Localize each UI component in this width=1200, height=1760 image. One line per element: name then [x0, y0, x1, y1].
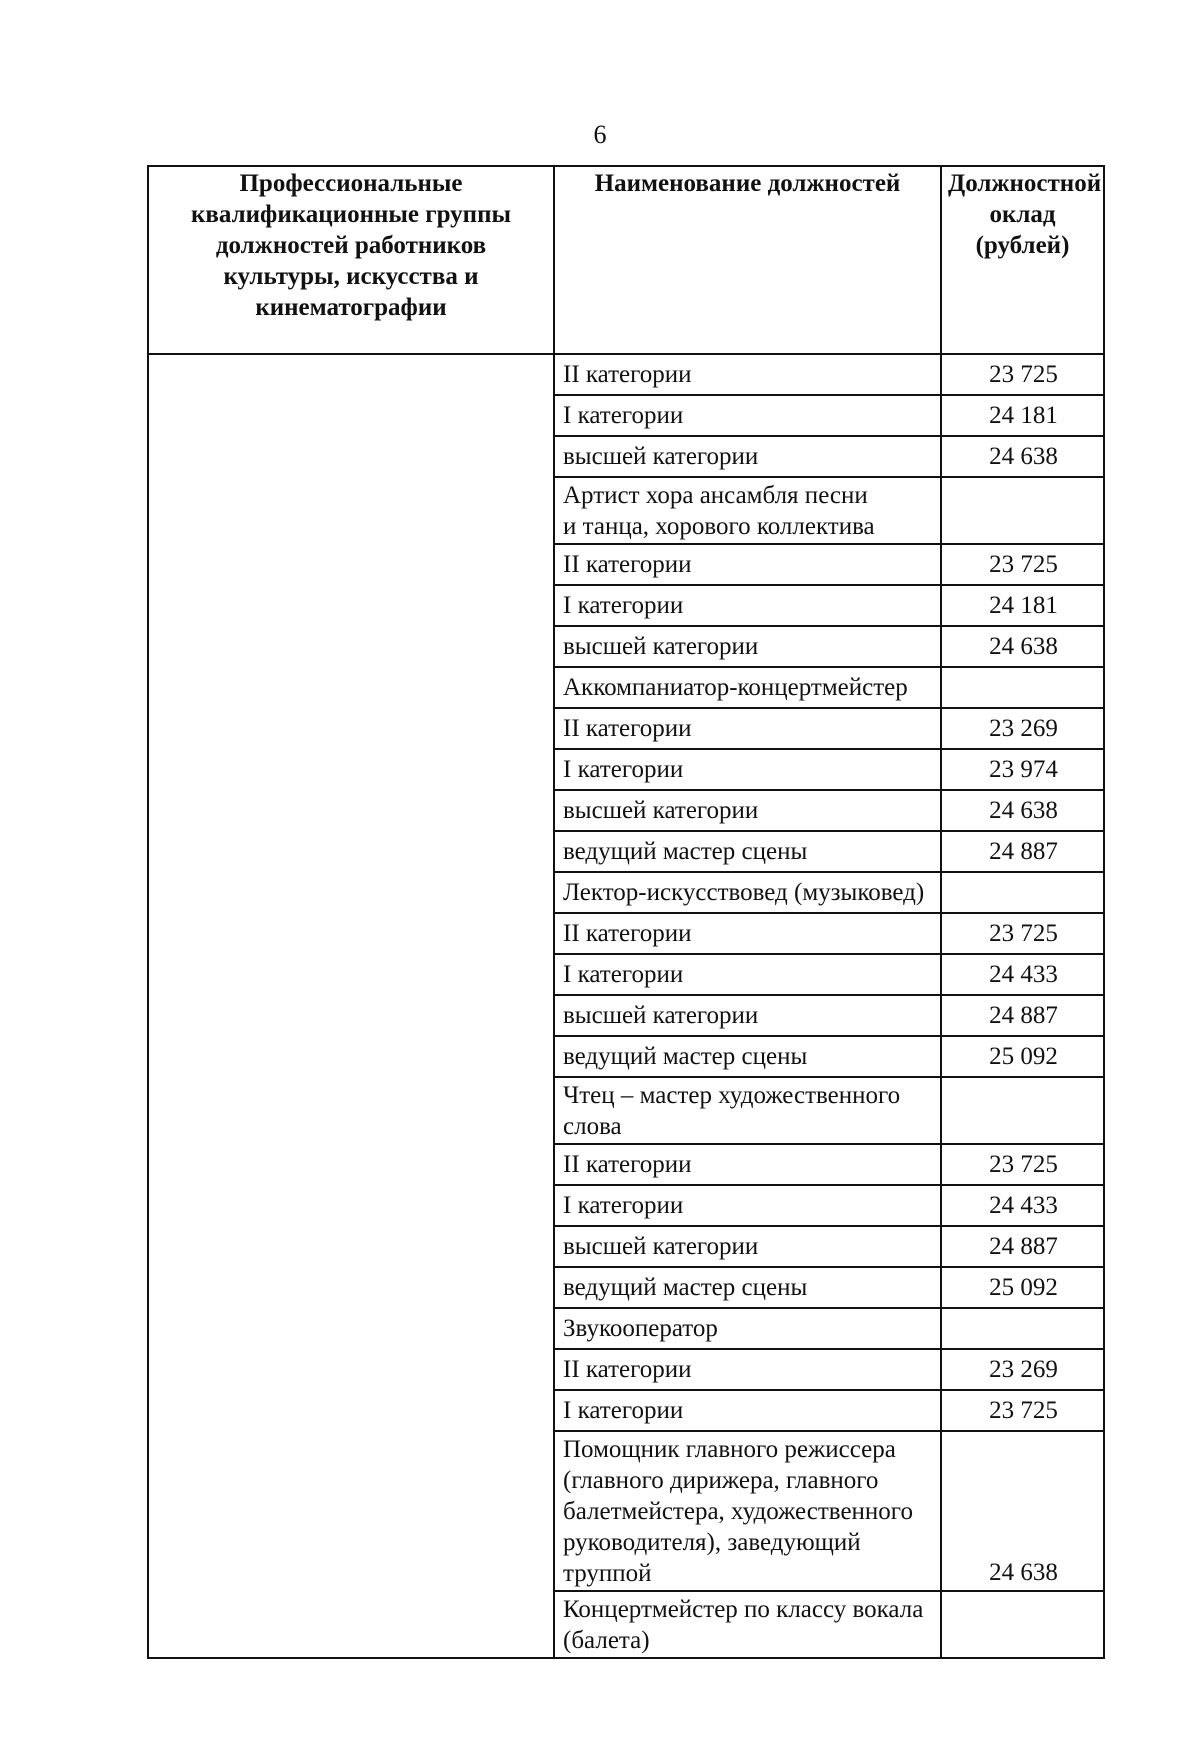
position-cell	[554, 395, 941, 436]
salary-cell: 23 974	[941, 749, 1104, 790]
salary-cell: 24 181	[941, 585, 1104, 626]
position-cell	[554, 667, 941, 708]
table-header-row	[148, 166, 1104, 354]
position-cell	[554, 790, 941, 831]
position-name: Чтец – мастер художественного слова	[563, 1082, 901, 1140]
salary-cell	[941, 477, 1104, 544]
salary-cell: 23 269	[941, 1349, 1104, 1390]
salary-cell: 24 433	[941, 954, 1104, 995]
position-cell	[554, 1267, 941, 1308]
position-name: II категории	[563, 360, 692, 388]
header-group: Профессиональные квалификационные группы должностей работников культуры, искусства и кинематографии	[148, 166, 554, 354]
salary-cell: 24 638	[941, 790, 1104, 831]
table-body	[148, 354, 1104, 1658]
position-name: Артист хора ансамбля песни и танца, хорового коллектива	[563, 482, 875, 540]
position-cell	[554, 831, 941, 872]
position-name: Аккомпаниатор-концертмейстер	[563, 673, 908, 701]
salary-cell: 23 725	[941, 1144, 1104, 1185]
position-name: ведущий мастер сцены	[563, 1273, 808, 1301]
position-cell	[554, 749, 941, 790]
salary-cell	[941, 1591, 1104, 1658]
salary-cell: 23 269	[941, 708, 1104, 749]
position-name: II категории	[563, 1355, 692, 1383]
salary-cell	[941, 872, 1104, 913]
position-name: I категории	[563, 960, 684, 988]
position-cell	[554, 626, 941, 667]
position-cell	[554, 708, 941, 749]
position-name: I категории	[563, 755, 684, 783]
position-cell	[554, 477, 941, 544]
position-name: высшей категории	[563, 632, 759, 660]
position-cell	[554, 1390, 941, 1431]
salary-cell	[941, 1308, 1104, 1349]
group-cell	[148, 354, 554, 1658]
position-cell	[554, 1036, 941, 1077]
position-cell	[554, 1349, 941, 1390]
position-name: II категории	[563, 1150, 692, 1178]
salary-table	[147, 165, 1105, 1659]
salary-cell: 25 092	[941, 1036, 1104, 1077]
salary-cell: 23 725	[941, 1390, 1104, 1431]
salary-cell: 24 638	[941, 1431, 1104, 1591]
position-cell	[554, 872, 941, 913]
position-name: высшей категории	[563, 1001, 759, 1029]
position-cell	[554, 1226, 941, 1267]
position-cell	[554, 1431, 941, 1591]
position-name: I категории	[563, 401, 684, 429]
salary-cell: 24 181	[941, 395, 1104, 436]
header-salary: Должностной оклад (рублей)	[941, 166, 1104, 354]
salary-cell: 24 638	[941, 436, 1104, 477]
salary-cell: 25 092	[941, 1267, 1104, 1308]
salary-cell: 23 725	[941, 913, 1104, 954]
position-name: II категории	[563, 550, 692, 578]
position-cell	[554, 995, 941, 1036]
position-name: I категории	[563, 1191, 684, 1219]
position-cell	[554, 1185, 941, 1226]
position-cell	[554, 1077, 941, 1144]
salary-cell: 24 638	[941, 626, 1104, 667]
position-name: Звукооператор	[563, 1314, 718, 1342]
salary-cell: 24 887	[941, 831, 1104, 872]
position-name: II категории	[563, 919, 692, 947]
position-name: Лектор-искусствовед (музыковед)	[563, 878, 925, 906]
salary-cell	[941, 667, 1104, 708]
position-name: высшей категории	[563, 442, 759, 470]
position-cell	[554, 585, 941, 626]
position-cell	[554, 954, 941, 995]
position-name: Концертмейстер по классу вокала (балета)	[563, 1596, 924, 1654]
salary-cell: 23 725	[941, 544, 1104, 585]
position-cell	[554, 913, 941, 954]
salary-cell: 23 725	[941, 354, 1104, 395]
table-row	[148, 354, 1104, 395]
position-cell	[554, 1591, 941, 1658]
position-name: ведущий мастер сцены	[563, 1042, 808, 1070]
salary-cell: 24 887	[941, 995, 1104, 1036]
salary-cell: 24 433	[941, 1185, 1104, 1226]
position-name: высшей категории	[563, 1232, 759, 1260]
position-name: I категории	[563, 1396, 684, 1424]
position-cell	[554, 436, 941, 477]
position-name: II категории	[563, 714, 692, 742]
salary-cell: 24 887	[941, 1226, 1104, 1267]
position-name: I категории	[563, 591, 684, 619]
salary-cell	[941, 1077, 1104, 1144]
position-cell	[554, 544, 941, 585]
position-cell	[554, 1144, 941, 1185]
position-name: высшей категории	[563, 796, 759, 824]
position-name: ведущий мастер сцены	[563, 837, 808, 865]
position-name: Помощник главного режиссера (главного дирижера, главного балетмейстера, художественного руководителя), заведующий труппой	[563, 1436, 913, 1587]
header-position: Наименование должностей	[554, 166, 941, 354]
position-cell	[554, 354, 941, 395]
page-number: 6	[593, 120, 607, 149]
position-cell	[554, 1308, 941, 1349]
